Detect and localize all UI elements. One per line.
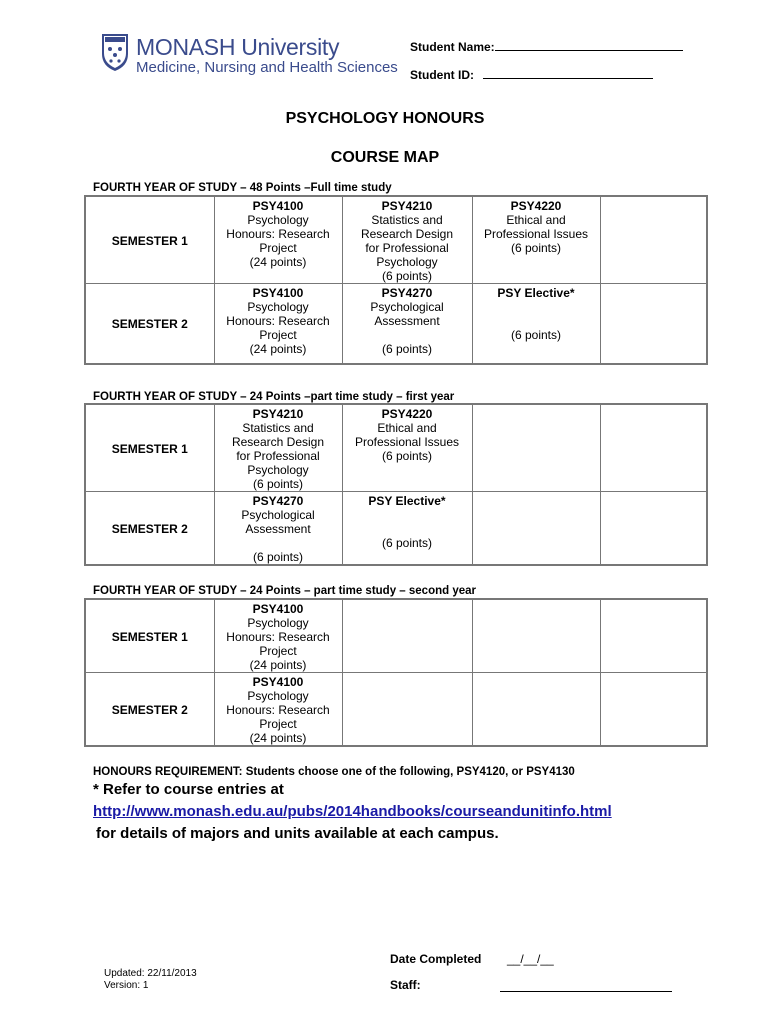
empty-cell [342,673,472,747]
empty-cell [472,492,600,566]
page-title: PSYCHOLOGY HONOURS [285,110,485,127]
unit-cell: PSY4100 Psychology Honours: Research Project (24 points) [214,284,342,364]
unit-cell: PSY4220 Ethical and Professional Issues (6 points) [472,196,600,284]
section-heading: FOURTH YEAR OF STUDY – 24 Points –part time study – first year [93,391,455,403]
table-row [85,492,707,566]
university-name: MONASH University [136,34,340,60]
unit-cell: PSY4100 Psychology Honours: Research Project (24 points) [214,673,342,747]
monash-logo [100,32,400,77]
student-name-field[interactable] [495,39,683,51]
unit-cell: PSY4270 Psychological Assessment (6 points) [342,284,472,364]
empty-cell [600,673,707,747]
page-subtitle: COURSE MAP [330,149,440,166]
semester-label: SEMESTER 1 [85,404,214,492]
monash-crest-icon [100,32,130,72]
semester-label: SEMESTER 2 [85,492,214,566]
version: Version: 1 [104,980,149,991]
staff-field[interactable] [500,980,672,992]
course-map-table [84,598,708,747]
student-name-row [410,39,683,54]
empty-cell [600,284,707,364]
section-heading: FOURTH YEAR OF STUDY – 48 Points –Full time study [93,182,392,194]
unit-cell: PSY4210 Statistics and Research Design for Professional Psychology (6 points) [214,404,342,492]
date-completed-label: Date Completed [390,952,482,966]
semester-label: SEMESTER 2 [85,284,214,364]
student-id-row [410,67,653,82]
honours-requirement: HONOURS REQUIREMENT: Students choose one of the following, PSY4120, or PSY4130 [93,766,575,778]
handbook-link[interactable]: http://www.monash.edu.au/pubs/2014handbooks/courseandunitinfo.html [93,803,612,820]
empty-cell [600,492,707,566]
student-id-field[interactable] [483,67,653,79]
semester-label: SEMESTER 1 [85,599,214,673]
empty-cell [472,673,600,747]
section-heading: FOURTH YEAR OF STUDY – 24 Points – part time study – second year [93,585,477,597]
table-row [85,599,707,673]
staff-label: Staff: [390,978,421,992]
unit-cell: PSY4210 Statistics and Research Design for Professional Psychology (6 points) [342,196,472,284]
table-row [85,673,707,747]
empty-cell [472,599,600,673]
empty-cell [472,404,600,492]
unit-cell: PSY Elective* (6 points) [472,284,600,364]
unit-cell: PSY Elective* (6 points) [342,492,472,566]
faculty-name: Medicine, Nursing and Health Sciences [136,59,398,76]
unit-cell: PSY4220 Ethical and Professional Issues (6 points) [342,404,472,492]
empty-cell [600,196,707,284]
semester-label: SEMESTER 1 [85,196,214,284]
refer-details: for details of majors and units available at each campus. [96,825,499,842]
updated-date: Updated: 22/11/2013 [104,968,197,979]
table-row [85,284,707,364]
course-map-table [84,403,708,566]
empty-cell [600,599,707,673]
refer-text: * Refer to course entries at [93,781,284,798]
empty-cell [342,599,472,673]
unit-cell: PSY4270 Psychological Assessment (6 points) [214,492,342,566]
table-row [85,196,707,284]
unit-cell: PSY4100 Psychology Honours: Research Project (24 points) [214,599,342,673]
unit-cell: PSY4100 Psychology Honours: Research Project (24 points) [214,196,342,284]
student-name-label: Student Name: [410,40,495,54]
student-id-label: Student ID: [410,68,474,82]
empty-cell [600,404,707,492]
course-map-table [84,195,708,365]
table-row [85,404,707,492]
date-completed-field[interactable]: __/__/__ [507,952,554,966]
semester-label: SEMESTER 2 [85,673,214,747]
